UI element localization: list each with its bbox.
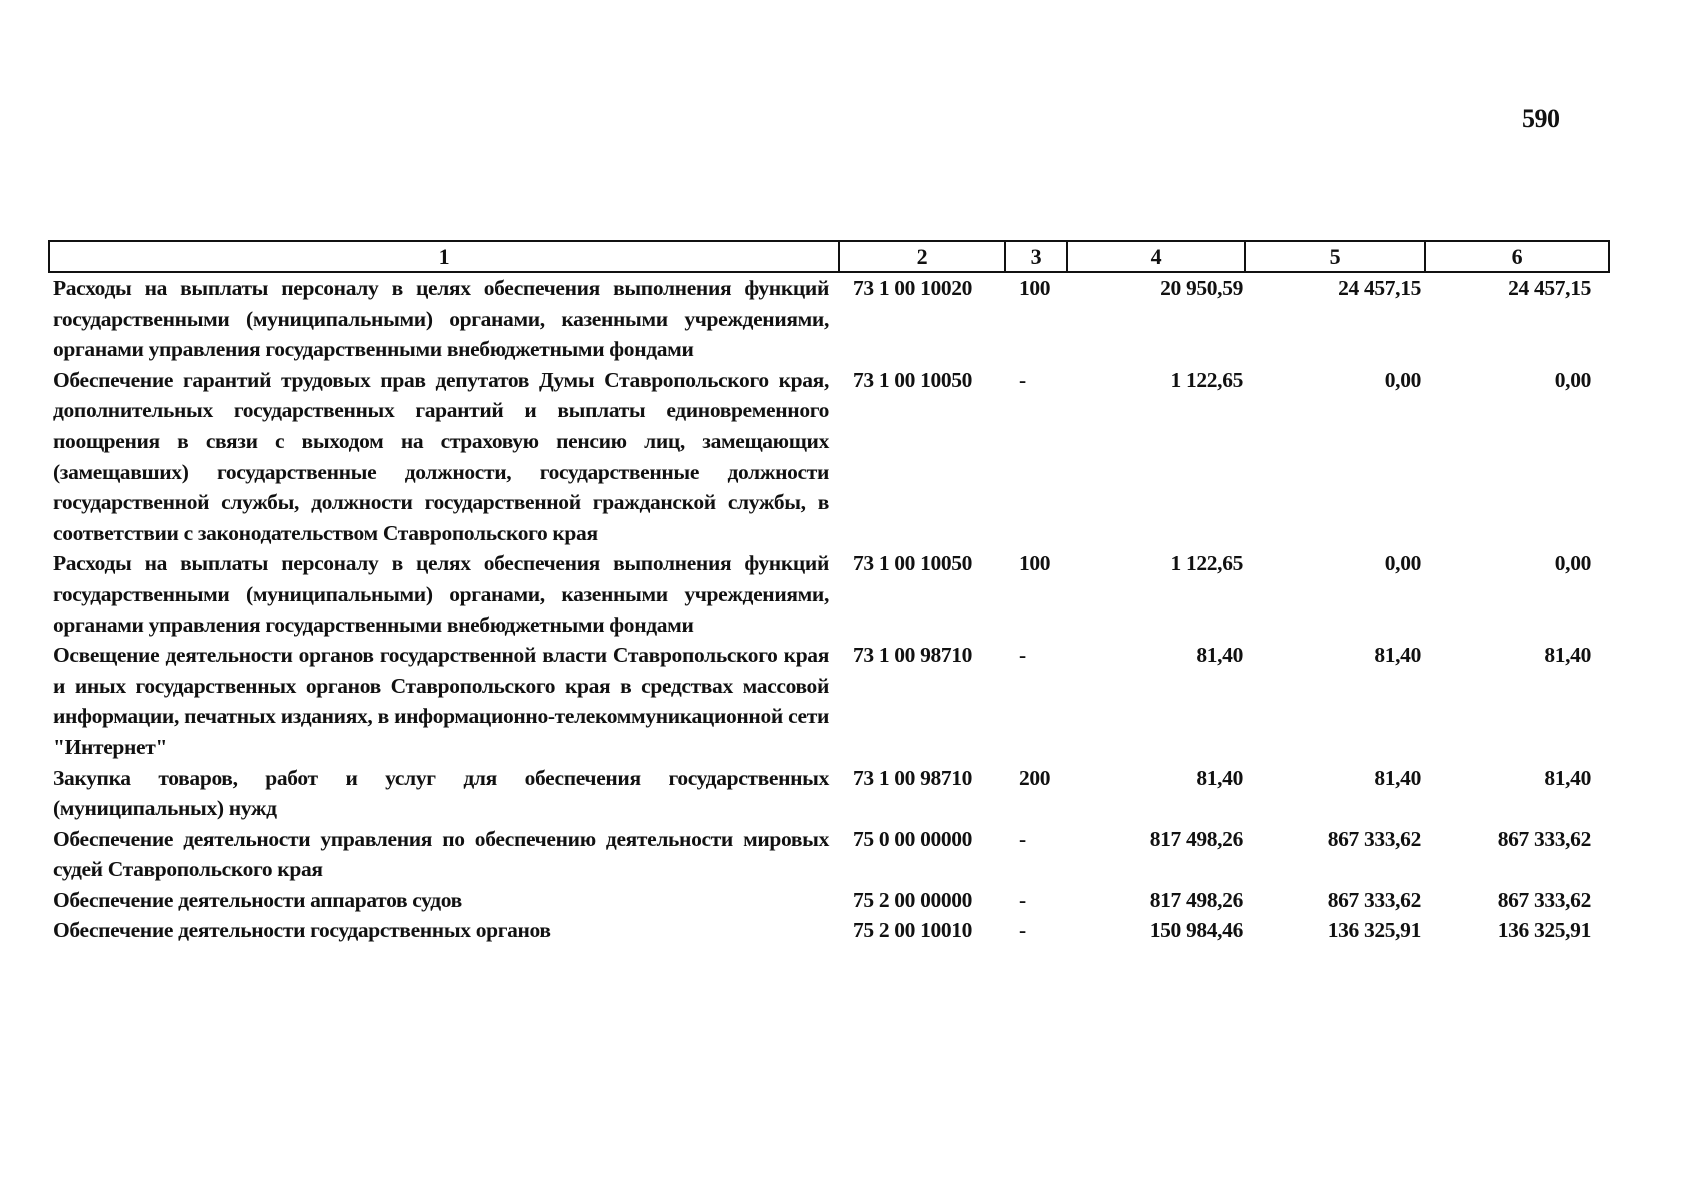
expense-type-code: 100 <box>1019 551 1051 576</box>
expense-type-code: - <box>1019 643 1026 668</box>
amount-col-5: 136 325,91 <box>1327 918 1421 943</box>
header-col-6: 6 <box>1425 241 1609 272</box>
target-article-code: 73 1 00 98710 <box>853 643 973 668</box>
target-article-code: 75 0 00 00000 <box>853 826 973 851</box>
table-row <box>49 885 1609 916</box>
amount-col-5: 0,00 <box>1384 551 1421 576</box>
amount-col-4: 1 122,65 <box>1170 551 1243 576</box>
amount-col-6: 24 457,15 <box>1508 276 1591 300</box>
expense-type-code: - <box>1019 826 1026 851</box>
table-row <box>49 640 1609 762</box>
expense-name: Освещение деятельности органов государственной власти Ставропольского края и иных государственных органов Ставропольского края в средствах массовой информации, печатных изданиях, в информационно-телекоммуникационной сети "Интернет" <box>53 643 829 759</box>
table-row <box>49 824 1609 885</box>
expense-name: Расходы на выплаты персоналу в целях обеспечения выполнения функций государственными (муниципальными) органами, казенными учреждениями, органами управления государственными внебюджетными фондами <box>53 276 829 362</box>
amount-col-6: 0,00 <box>1554 551 1591 576</box>
target-article-code: 73 1 00 10050 <box>853 367 973 392</box>
amount-col-5: 867 333,62 <box>1327 826 1421 851</box>
header-col-2: 2 <box>839 241 1005 272</box>
expense-type-code: - <box>1019 887 1026 912</box>
amount-col-4: 1 122,65 <box>1170 367 1243 392</box>
amount-col-4: 81,40 <box>1196 643 1243 668</box>
header-col-1: 1 <box>49 241 839 272</box>
target-article-code: 73 1 00 10050 <box>853 551 973 576</box>
target-article-code: 73 1 00 98710 <box>853 765 973 790</box>
table-row <box>49 915 1609 946</box>
header-col-5: 5 <box>1245 241 1425 272</box>
amount-col-6: 81,40 <box>1544 765 1591 790</box>
table-row <box>49 763 1609 824</box>
page-number: 590 <box>1522 104 1560 133</box>
expense-type-code: - <box>1019 918 1026 943</box>
table-body <box>49 272 1609 946</box>
expense-name: Обеспечение деятельности управления по обеспечению деятельности мировых судей Ставропольского края <box>53 826 829 882</box>
amount-col-6: 136 325,91 <box>1497 918 1591 943</box>
header-col-3: 3 <box>1005 241 1067 272</box>
target-article-code: 73 1 00 10020 <box>853 276 973 300</box>
table-row <box>49 272 1609 365</box>
amount-col-4: 20 950,59 <box>1160 276 1243 300</box>
amount-col-5: 0,00 <box>1384 367 1421 392</box>
expense-name: Расходы на выплаты персоналу в целях обеспечения выполнения функций государственными (муниципальными) органами, казенными учреждениями, органами управления государственными внебюджетными фондами <box>53 551 829 637</box>
expense-name: Закупка товаров, работ и услуг для обеспечения государственных (муниципальных) нужд <box>53 765 829 821</box>
expense-type-code: 100 <box>1019 276 1051 300</box>
budget-table <box>48 240 1610 946</box>
amount-col-4: 817 498,26 <box>1149 826 1243 851</box>
amount-col-6: 81,40 <box>1544 643 1591 668</box>
table-row <box>49 365 1609 549</box>
amount-col-4: 150 984,46 <box>1149 918 1243 943</box>
target-article-code: 75 2 00 00000 <box>853 887 973 912</box>
amount-col-5: 81,40 <box>1374 643 1421 668</box>
amount-col-4: 817 498,26 <box>1149 887 1243 912</box>
amount-col-5: 24 457,15 <box>1338 276 1421 300</box>
amount-col-6: 867 333,62 <box>1497 887 1591 912</box>
expense-name: Обеспечение гарантий трудовых прав депутатов Думы Ставропольского края, дополнительных государственных гарантий и выплаты единовременного поощрения в связи с выходом на страховую пенсию лиц, замещающих (замещавших) государственные должности, государственные должности государственной службы, должности государственной гражданской службы, в соответствии с законодательством Ставропольского края <box>53 367 829 545</box>
amount-col-4: 81,40 <box>1196 765 1243 790</box>
amount-col-5: 867 333,62 <box>1327 887 1421 912</box>
table-header <box>49 241 1609 272</box>
table-row <box>49 548 1609 640</box>
expense-name: Обеспечение деятельности государственных органов <box>53 918 551 943</box>
expense-type-code: - <box>1019 367 1026 392</box>
amount-col-6: 867 333,62 <box>1497 826 1591 851</box>
expense-name: Обеспечение деятельности аппаратов судов <box>53 887 462 912</box>
header-row <box>49 241 1609 272</box>
target-article-code: 75 2 00 10010 <box>853 918 973 943</box>
expense-type-code: 200 <box>1019 765 1051 790</box>
amount-col-5: 81,40 <box>1374 765 1421 790</box>
header-col-4: 4 <box>1067 241 1245 272</box>
amount-col-6: 0,00 <box>1554 367 1591 392</box>
